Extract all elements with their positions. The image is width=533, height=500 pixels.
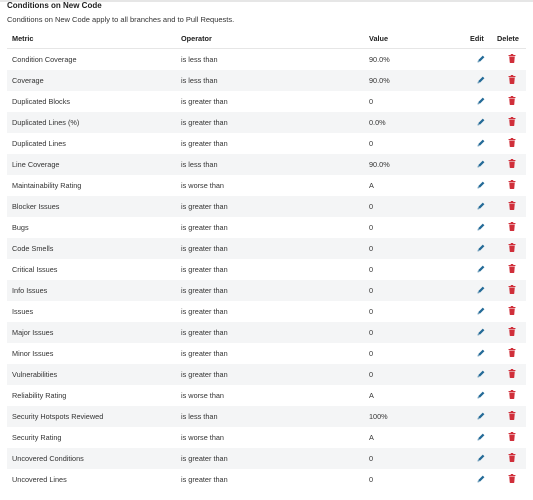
edit-condition-button[interactable] xyxy=(477,244,485,252)
table-header-row xyxy=(7,28,526,49)
delete-condition-button[interactable] xyxy=(508,348,516,357)
table-row xyxy=(7,280,526,301)
trash-icon xyxy=(508,201,516,210)
trash-icon xyxy=(508,75,516,84)
delete-condition-button[interactable] xyxy=(508,243,516,252)
edit-cell xyxy=(465,406,492,427)
pencil-icon xyxy=(477,286,485,294)
edit-cell xyxy=(465,385,492,406)
delete-cell xyxy=(492,406,526,427)
column-header-metric: Metric xyxy=(7,28,176,49)
trash-icon xyxy=(508,348,516,357)
metric-cell: Maintainability Rating xyxy=(12,181,82,190)
table-row xyxy=(7,154,526,175)
edit-condition-button[interactable] xyxy=(477,265,485,273)
table-row xyxy=(7,427,526,448)
metric-cell: Security Rating xyxy=(12,433,62,442)
delete-condition-button[interactable] xyxy=(508,474,516,483)
delete-condition-button[interactable] xyxy=(508,117,516,126)
delete-condition-button[interactable] xyxy=(508,54,516,63)
table-row xyxy=(7,469,526,490)
delete-cell xyxy=(492,238,526,259)
operator-cell: is greater than xyxy=(176,196,364,217)
edit-cell xyxy=(465,343,492,364)
edit-condition-button[interactable] xyxy=(477,433,485,441)
metric-cell: Line Coverage xyxy=(7,154,176,175)
conditions-table-body xyxy=(7,49,526,491)
pencil-icon xyxy=(477,391,485,399)
pencil-icon xyxy=(477,475,485,483)
pencil-icon xyxy=(477,223,485,231)
trash-icon xyxy=(508,96,516,105)
trash-icon xyxy=(508,117,516,126)
edit-cell xyxy=(465,448,492,469)
delete-cell xyxy=(492,469,526,490)
value-cell: 0 xyxy=(364,196,465,217)
value-cell: 0 xyxy=(369,475,374,484)
delete-cell xyxy=(492,280,526,301)
value-cell: 0 xyxy=(369,349,374,358)
metric-cell: Duplicated Blocks xyxy=(12,97,70,106)
table-row xyxy=(7,343,526,364)
delete-condition-button[interactable] xyxy=(508,411,516,420)
table-row xyxy=(7,175,526,196)
pencil-icon xyxy=(477,181,485,189)
table-row xyxy=(7,406,526,427)
column-header-value: Value xyxy=(364,28,465,49)
metric-cell: Blocker Issues xyxy=(7,196,176,217)
delete-cell xyxy=(492,448,526,469)
operator-cell: is greater than xyxy=(176,112,364,133)
operator-cell: is less than xyxy=(176,70,364,91)
value-cell: 0 xyxy=(364,448,465,469)
operator-cell: is greater than xyxy=(176,280,364,301)
edit-condition-button[interactable] xyxy=(477,370,485,378)
table-row xyxy=(7,238,526,259)
delete-condition-button[interactable] xyxy=(508,390,516,399)
section-description: Conditions on New Code apply to all branches and to Pull Requests. xyxy=(7,15,235,24)
pencil-icon xyxy=(477,265,485,273)
trash-icon xyxy=(508,54,516,63)
pencil-icon xyxy=(477,328,485,336)
operator-cell: is greater than xyxy=(181,265,228,274)
operator-cell: is greater than xyxy=(176,364,364,385)
value-cell: A xyxy=(369,391,374,400)
section-title: Conditions on New Code xyxy=(7,1,102,10)
trash-icon xyxy=(508,369,516,378)
edit-cell xyxy=(465,301,492,322)
delete-cell xyxy=(492,196,526,217)
pencil-icon xyxy=(477,412,485,420)
metric-cell: Vulnerabilities xyxy=(7,364,176,385)
value-cell: 0 xyxy=(369,97,374,106)
delete-condition-button[interactable] xyxy=(508,453,516,462)
metric-cell: Duplicated Lines xyxy=(12,139,66,148)
pencil-icon xyxy=(477,454,485,462)
table-row xyxy=(7,49,526,71)
edit-cell xyxy=(465,364,492,385)
edit-cell xyxy=(465,175,492,196)
pencil-icon xyxy=(477,160,485,168)
metric-cell: Bugs xyxy=(12,223,29,232)
edit-condition-button[interactable] xyxy=(477,181,485,189)
metric-cell: Uncovered Conditions xyxy=(7,448,176,469)
edit-cell xyxy=(465,49,492,71)
operator-cell: is greater than xyxy=(181,307,228,316)
operator-cell: is less than xyxy=(176,406,364,427)
edit-cell xyxy=(465,112,492,133)
operator-cell: is worse than xyxy=(181,433,224,442)
table-row xyxy=(7,196,526,217)
delete-condition-button[interactable] xyxy=(508,432,516,441)
pencil-icon xyxy=(477,76,485,84)
delete-cell xyxy=(492,364,526,385)
delete-condition-button[interactable] xyxy=(508,369,516,378)
delete-condition-button[interactable] xyxy=(508,306,516,315)
table-row xyxy=(7,259,526,280)
edit-condition-button[interactable] xyxy=(477,328,485,336)
metric-cell: Coverage xyxy=(7,70,176,91)
metric-cell: Security Hotspots Reviewed xyxy=(7,406,176,427)
edit-condition-button[interactable] xyxy=(477,160,485,168)
delete-cell xyxy=(492,154,526,175)
value-cell: 0 xyxy=(369,307,374,316)
value-cell: A xyxy=(369,181,374,190)
delete-cell xyxy=(492,91,526,112)
edit-condition-button[interactable] xyxy=(477,391,485,399)
value-cell: 100% xyxy=(364,406,465,427)
edit-cell xyxy=(465,154,492,175)
table-row xyxy=(7,91,526,112)
edit-condition-button[interactable] xyxy=(477,307,485,315)
column-header-operator: Operator xyxy=(176,28,364,49)
delete-cell xyxy=(492,322,526,343)
operator-cell: is greater than xyxy=(181,223,228,232)
edit-cell xyxy=(465,238,492,259)
edit-cell xyxy=(465,280,492,301)
delete-condition-button[interactable] xyxy=(508,327,516,336)
metric-cell: Issues xyxy=(12,307,34,316)
operator-cell: is greater than xyxy=(181,349,228,358)
value-cell: 0 xyxy=(364,322,465,343)
pencil-icon xyxy=(477,244,485,252)
value-cell: 90.0% xyxy=(369,55,390,64)
value-cell: 0 xyxy=(364,238,465,259)
delete-condition-button[interactable] xyxy=(508,222,516,231)
edit-condition-button[interactable] xyxy=(477,475,485,483)
operator-cell: is greater than xyxy=(181,475,228,484)
delete-condition-button[interactable] xyxy=(508,138,516,147)
value-cell: 90.0% xyxy=(364,70,465,91)
table-row xyxy=(7,301,526,322)
pencil-icon xyxy=(477,349,485,357)
trash-icon xyxy=(508,138,516,147)
pencil-icon xyxy=(477,139,485,147)
edit-condition-button[interactable] xyxy=(477,454,485,462)
edit-cell xyxy=(465,322,492,343)
delete-condition-button[interactable] xyxy=(508,159,516,168)
value-cell: 0 xyxy=(369,265,374,274)
edit-cell xyxy=(465,196,492,217)
metric-cell: Code Smells xyxy=(7,238,176,259)
metric-cell: Critical Issues xyxy=(12,265,58,274)
trash-icon xyxy=(508,264,516,273)
table-row xyxy=(7,364,526,385)
trash-icon xyxy=(508,453,516,462)
table-row xyxy=(7,133,526,154)
value-cell: 0.0% xyxy=(364,112,465,133)
edit-condition-button[interactable] xyxy=(477,412,485,420)
pencil-icon xyxy=(477,202,485,210)
delete-condition-button[interactable] xyxy=(508,96,516,105)
delete-condition-button[interactable] xyxy=(508,264,516,273)
conditions-table xyxy=(7,28,526,490)
metric-cell: Reliability Rating xyxy=(12,391,67,400)
edit-condition-button[interactable] xyxy=(477,76,485,84)
trash-icon xyxy=(508,285,516,294)
trash-icon xyxy=(508,159,516,168)
edit-condition-button[interactable] xyxy=(477,202,485,210)
trash-icon xyxy=(508,327,516,336)
operator-cell: is worse than xyxy=(181,181,224,190)
delete-cell xyxy=(492,133,526,154)
pencil-icon xyxy=(477,55,485,63)
edit-condition-button[interactable] xyxy=(477,139,485,147)
delete-cell xyxy=(492,343,526,364)
operator-cell: is greater than xyxy=(176,322,364,343)
edit-cell xyxy=(465,217,492,238)
table-row xyxy=(7,385,526,406)
pencil-icon xyxy=(477,370,485,378)
table-row xyxy=(7,322,526,343)
delete-cell xyxy=(492,112,526,133)
table-row xyxy=(7,112,526,133)
edit-cell xyxy=(465,133,492,154)
pencil-icon xyxy=(477,97,485,105)
pencil-icon xyxy=(477,433,485,441)
value-cell: A xyxy=(369,433,374,442)
delete-cell xyxy=(492,70,526,91)
metric-cell: Uncovered Lines xyxy=(12,475,67,484)
table-row xyxy=(7,217,526,238)
trash-icon xyxy=(508,432,516,441)
edit-cell xyxy=(465,259,492,280)
value-cell: 0 xyxy=(369,139,374,148)
value-cell: 0 xyxy=(369,223,374,232)
value-cell: 0 xyxy=(364,364,465,385)
delete-cell xyxy=(492,49,526,71)
trash-icon xyxy=(508,411,516,420)
trash-icon xyxy=(508,306,516,315)
delete-cell xyxy=(492,175,526,196)
operator-cell: is less than xyxy=(181,55,218,64)
metric-cell: Minor Issues xyxy=(12,349,54,358)
pencil-icon xyxy=(477,118,485,126)
delete-cell xyxy=(492,385,526,406)
delete-cell xyxy=(492,217,526,238)
delete-condition-button[interactable] xyxy=(508,285,516,294)
edit-cell xyxy=(465,427,492,448)
value-cell: 0 xyxy=(364,280,465,301)
metric-cell: Duplicated Lines (%) xyxy=(7,112,176,133)
edit-cell xyxy=(465,70,492,91)
delete-cell xyxy=(492,427,526,448)
delete-cell xyxy=(492,301,526,322)
operator-cell: is greater than xyxy=(176,238,364,259)
trash-icon xyxy=(508,474,516,483)
operator-cell: is less than xyxy=(176,154,364,175)
edit-condition-button[interactable] xyxy=(477,349,485,357)
edit-cell xyxy=(465,469,492,490)
edit-condition-button[interactable] xyxy=(477,118,485,126)
metric-cell: Condition Coverage xyxy=(12,55,77,64)
trash-icon xyxy=(508,180,516,189)
trash-icon xyxy=(508,222,516,231)
operator-cell: is worse than xyxy=(181,391,224,400)
column-header-delete: Delete xyxy=(492,28,526,49)
table-row xyxy=(7,448,526,469)
edit-cell xyxy=(465,91,492,112)
operator-cell: is greater than xyxy=(181,97,228,106)
operator-cell: is greater than xyxy=(181,139,228,148)
delete-cell xyxy=(492,259,526,280)
edit-condition-button[interactable] xyxy=(477,286,485,294)
metric-cell: Major Issues xyxy=(7,322,176,343)
trash-icon xyxy=(508,390,516,399)
edit-condition-button[interactable] xyxy=(477,55,485,63)
pencil-icon xyxy=(477,307,485,315)
delete-condition-button[interactable] xyxy=(508,75,516,84)
delete-condition-button[interactable] xyxy=(508,201,516,210)
delete-condition-button[interactable] xyxy=(508,180,516,189)
edit-condition-button[interactable] xyxy=(477,223,485,231)
value-cell: 90.0% xyxy=(364,154,465,175)
metric-cell: Info Issues xyxy=(7,280,176,301)
column-header-edit: Edit xyxy=(465,28,492,49)
table-row xyxy=(7,70,526,91)
operator-cell: is greater than xyxy=(176,448,364,469)
edit-condition-button[interactable] xyxy=(477,97,485,105)
trash-icon xyxy=(508,243,516,252)
